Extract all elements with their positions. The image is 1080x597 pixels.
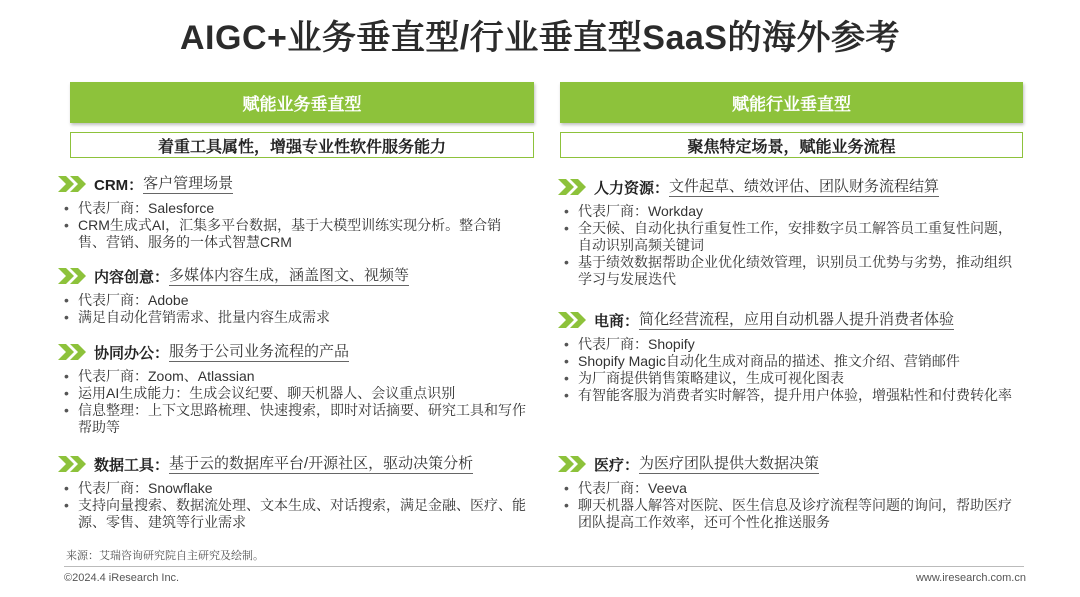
section-crm [58, 172, 528, 251]
section-desc: 多媒体内容生成，涵盖图文、视频等 [169, 266, 410, 284]
list-item: • 代表厂商：Snowflake [58, 480, 528, 497]
website-link: www.iresearch.com.cn [915, 572, 1026, 584]
list-item: • 代表厂商：Workday [558, 203, 1020, 220]
footer-divider [64, 566, 1024, 567]
section-desc: 为医疗团队提供大数据决策 [639, 454, 820, 472]
double-chevron-icon [558, 179, 588, 195]
section-ecommerce [558, 308, 1020, 404]
list-item: • Shopify Magic自动化生成对商品的描述、推文介绍、营销邮件 [558, 353, 1020, 370]
section-name: 医疗： [594, 456, 640, 474]
right-subheader: 聚焦特定场景，赋能业务流程 [560, 132, 1023, 158]
list-item: • 全天候、自动化执行重复性工作，安排数字员工解答员工重复性问题，自动识别高频关键词 [558, 220, 1020, 254]
left-column [70, 82, 534, 158]
list-item: • 信息整理：上下文思路梳理、快速搜索，即时对话摘要、研究工具和写作帮助等 [58, 402, 528, 436]
section-name: 数据工具： [94, 456, 170, 474]
double-chevron-icon [58, 344, 88, 360]
copyright: ©2024.4 iResearch Inc. [64, 572, 180, 584]
right-column [560, 82, 1023, 158]
list-item: • 满足自动化营销需求、批量内容生成需求 [58, 309, 528, 326]
section-data-tools [58, 452, 528, 531]
page-title: AIGC+业务垂直型/行业垂直型SaaS的海外参考 [180, 19, 900, 57]
left-subheader: 着重工具属性，增强专业性软件服务能力 [70, 132, 534, 158]
section-hr [558, 175, 1020, 288]
list-item: • 代表厂商：Zoom、Atlassian [58, 368, 528, 385]
section-desc: 简化经营流程，应用自动机器人提升消费者体验 [639, 310, 955, 328]
double-chevron-icon [558, 456, 588, 472]
double-chevron-icon [58, 456, 88, 472]
section-desc: 服务于公司业务流程的产品 [169, 342, 350, 360]
section-content-creative [58, 264, 528, 326]
section-name: 内容创意： [94, 268, 170, 286]
section-name: 电商： [594, 312, 640, 330]
double-chevron-icon [58, 176, 88, 192]
list-item: • 聊天机器人解答对医院、医生信息及诊疗流程等问题的询问，帮助医疗团队提高工作效率，还可个性化推送服务 [558, 497, 1020, 531]
section-name: CRM： [94, 176, 144, 194]
section-name: 人力资源： [594, 179, 670, 197]
left-header: 赋能业务垂直型 [70, 82, 534, 123]
list-item: • 有智能客服为消费者实时解答，提升用户体验，增强粘性和付费转化率 [558, 387, 1020, 404]
section-collaboration [58, 340, 528, 436]
list-item: • 代表厂商：Veeva [558, 480, 1020, 497]
list-item: • CRM生成式AI，汇集多平台数据，基于大模型训练实现分析。整合销售、营销、服务的一体式智慧CRM [58, 217, 528, 251]
list-item: • 代表厂商：Shopify [558, 336, 1020, 353]
section-name: 协同办公： [94, 344, 170, 362]
right-header: 赋能行业垂直型 [560, 82, 1023, 123]
list-item: • 支持向量搜索、数据流处理、文本生成、对话搜索，满足金融、医疗、能源、零售、建筑等行业需求 [58, 497, 528, 531]
list-item: • 代表厂商：Salesforce [58, 200, 528, 217]
section-desc: 基于云的数据库平台/开源社区，驱动决策分析 [169, 454, 474, 472]
section-desc: 客户管理场景 [143, 174, 234, 192]
section-medical [558, 452, 1020, 531]
source-note: 来源：艾瑞咨询研究院自主研究及绘制。 [66, 550, 264, 562]
list-item: • 为厂商提供销售策略建议，生成可视化图表 [558, 370, 1020, 387]
list-item: • 代表厂商：Adobe [58, 292, 528, 309]
double-chevron-icon [58, 268, 88, 284]
section-desc: 文件起草、绩效评估、团队财务流程结算 [669, 177, 940, 195]
double-chevron-icon [558, 312, 588, 328]
list-item: • 基于绩效数据帮助企业优化绩效管理，识别员工优势与劣势，推动组织学习与发展迭代 [558, 254, 1020, 288]
list-item: • 运用AI生成能力：生成会议纪要、聊天机器人、会议重点识别 [58, 385, 528, 402]
